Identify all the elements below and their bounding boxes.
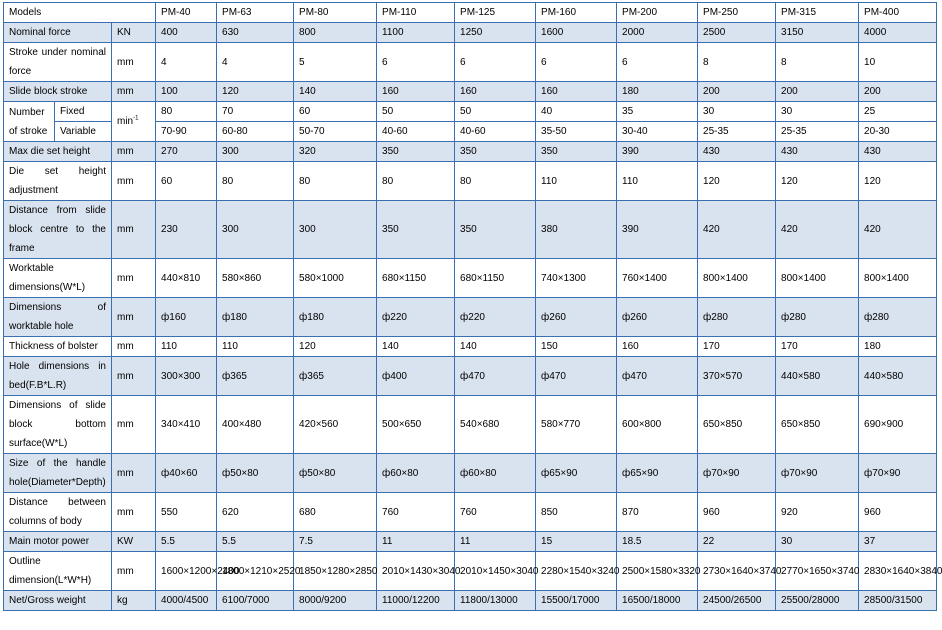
value-cell: ф50×80 <box>217 454 294 493</box>
header-label: Models <box>4 3 156 23</box>
model-header: PM-63 <box>217 3 294 23</box>
row-label: Distance from slide block centre to the frame <box>4 201 112 259</box>
value-cell: 35-50 <box>536 122 617 142</box>
value-cell: 160 <box>536 82 617 102</box>
value-cell: 630 <box>217 23 294 43</box>
value-cell: 160 <box>377 82 455 102</box>
row-max-die-height <box>4 142 937 162</box>
value-cell: 22 <box>698 532 776 552</box>
value-cell: ф60×80 <box>455 454 536 493</box>
value-cell: 800×1400 <box>859 259 937 298</box>
value-cell: 350 <box>536 142 617 162</box>
row-label: Die set height adjustment <box>4 162 112 201</box>
value-cell: 620 <box>217 493 294 532</box>
value-cell: 340×410 <box>156 396 217 454</box>
model-header: PM-400 <box>859 3 937 23</box>
value-cell: 30 <box>776 102 859 122</box>
value-cell: ф220 <box>455 298 536 337</box>
value-cell: 420 <box>698 201 776 259</box>
row-label: Slide block stroke <box>4 82 112 102</box>
value-cell: 180 <box>859 337 937 357</box>
value-cell: 850 <box>536 493 617 532</box>
value-cell: 25-35 <box>776 122 859 142</box>
value-cell: 25 <box>859 102 937 122</box>
row-motor-power <box>4 532 937 552</box>
press-specification-table <box>3 2 942 611</box>
value-cell: ф65×90 <box>617 454 698 493</box>
sub-label-fixed: Fixed <box>55 102 112 122</box>
value-cell: ф180 <box>217 298 294 337</box>
value-cell: ф280 <box>698 298 776 337</box>
value-cell: 690×900 <box>859 396 937 454</box>
value-cell: 8000/9200 <box>294 591 377 611</box>
value-cell: 740×1300 <box>536 259 617 298</box>
value-cell: 120 <box>698 162 776 201</box>
row-handle-hole <box>4 454 937 493</box>
value-cell: 11 <box>455 532 536 552</box>
unit-cell: mm <box>112 396 156 454</box>
value-cell: 5.5 <box>156 532 217 552</box>
value-cell: 160 <box>455 82 536 102</box>
value-cell: 760×1400 <box>617 259 698 298</box>
value-cell: 580×860 <box>217 259 294 298</box>
row-strokes-fixed <box>4 102 937 122</box>
value-cell: 40-60 <box>377 122 455 142</box>
value-cell: 650×850 <box>698 396 776 454</box>
value-cell: 2730×1640×3740 <box>698 552 776 591</box>
row-bed-hole <box>4 357 937 396</box>
unit-cell: mm <box>112 142 156 162</box>
value-cell: ф60×80 <box>377 454 455 493</box>
value-cell: 420 <box>776 201 859 259</box>
value-cell: 440×580 <box>859 357 937 396</box>
value-cell: 430 <box>776 142 859 162</box>
value-cell: ф470 <box>617 357 698 396</box>
row-slide-bottom <box>4 396 937 454</box>
row-column-distance <box>4 493 937 532</box>
value-cell: ф70×90 <box>859 454 937 493</box>
value-cell: 50 <box>377 102 455 122</box>
value-cell: 15 <box>536 532 617 552</box>
value-cell: 300 <box>294 201 377 259</box>
model-header: PM-40 <box>156 3 217 23</box>
row-label: Size of the handle hole(Diameter*Depth) <box>4 454 112 493</box>
value-cell: 11800/13000 <box>455 591 536 611</box>
value-cell: 580×770 <box>536 396 617 454</box>
value-cell: 24500/26500 <box>698 591 776 611</box>
value-cell: ф70×90 <box>698 454 776 493</box>
model-header: PM-200 <box>617 3 698 23</box>
value-cell: 760 <box>455 493 536 532</box>
value-cell: 200 <box>698 82 776 102</box>
value-cell: 390 <box>617 142 698 162</box>
value-cell: 370×570 <box>698 357 776 396</box>
value-cell: 80 <box>294 162 377 201</box>
value-cell: 11000/12200 <box>377 591 455 611</box>
model-header: PM-125 <box>455 3 536 23</box>
value-cell: 80 <box>455 162 536 201</box>
unit-cell: mm <box>112 454 156 493</box>
value-cell: 350 <box>377 201 455 259</box>
model-header: PM-110 <box>377 3 455 23</box>
value-cell: 35 <box>617 102 698 122</box>
value-cell: ф220 <box>377 298 455 337</box>
row-slide-stroke <box>4 82 937 102</box>
unit-cell: mm <box>112 201 156 259</box>
value-cell: 110 <box>217 337 294 357</box>
value-cell: 920 <box>776 493 859 532</box>
value-cell: 800 <box>294 23 377 43</box>
value-cell: 5.5 <box>217 532 294 552</box>
unit-cell: mm <box>112 337 156 357</box>
value-cell: 15500/17000 <box>536 591 617 611</box>
value-cell: 30 <box>698 102 776 122</box>
value-cell: 1600×1200×2400 <box>156 552 217 591</box>
value-cell: 200 <box>776 82 859 102</box>
value-cell: 110 <box>617 162 698 201</box>
value-cell: 350 <box>377 142 455 162</box>
value-cell: 50-70 <box>294 122 377 142</box>
unit-cell: mm <box>112 357 156 396</box>
value-cell: 170 <box>698 337 776 357</box>
value-cell: 150 <box>536 337 617 357</box>
unit-cell: KN <box>112 23 156 43</box>
value-cell: ф70×90 <box>776 454 859 493</box>
model-header: PM-80 <box>294 3 377 23</box>
row-label: Dimensions of worktable hole <box>4 298 112 337</box>
value-cell: 800×1400 <box>776 259 859 298</box>
value-cell: 1250 <box>455 23 536 43</box>
value-cell: 140 <box>377 337 455 357</box>
value-cell: 180 <box>617 82 698 102</box>
value-cell: 80 <box>377 162 455 201</box>
value-cell: 70 <box>217 102 294 122</box>
value-cell: 6100/7000 <box>217 591 294 611</box>
value-cell: ф400 <box>377 357 455 396</box>
row-label: Stroke under nominal force <box>4 43 112 82</box>
value-cell: 2500 <box>698 23 776 43</box>
value-cell: 4000 <box>859 23 937 43</box>
unit-cell: mm <box>112 43 156 82</box>
value-cell: 3150 <box>776 23 859 43</box>
value-cell: 40 <box>536 102 617 122</box>
value-cell: 11 <box>377 532 455 552</box>
value-cell: 650×850 <box>776 396 859 454</box>
row-label: Thickness of bolster <box>4 337 112 357</box>
value-cell: 760 <box>377 493 455 532</box>
value-cell: 60-80 <box>217 122 294 142</box>
value-cell: 60 <box>294 102 377 122</box>
row-worktable-dims <box>4 259 937 298</box>
value-cell: ф65×90 <box>536 454 617 493</box>
value-cell: 25-35 <box>698 122 776 142</box>
value-cell: 960 <box>698 493 776 532</box>
value-cell: 30-40 <box>617 122 698 142</box>
value-cell: ф160 <box>156 298 217 337</box>
value-cell: 40-60 <box>455 122 536 142</box>
value-cell: 6 <box>617 43 698 82</box>
value-cell: 2500×1580×3320 <box>617 552 698 591</box>
value-cell: 10 <box>859 43 937 82</box>
value-cell: 1800×1210×2520 <box>217 552 294 591</box>
value-cell: 2000 <box>617 23 698 43</box>
unit-cell: mm <box>112 552 156 591</box>
row-label: Dimensions of slide block bottom surface(W*L) <box>4 396 112 454</box>
value-cell: 18.5 <box>617 532 698 552</box>
value-cell: 6 <box>455 43 536 82</box>
value-cell: 120 <box>859 162 937 201</box>
unit-cell: kg <box>112 591 156 611</box>
value-cell: 2010×1430×3040 <box>377 552 455 591</box>
value-cell: 50 <box>455 102 536 122</box>
unit-exponent: -1 <box>133 115 139 122</box>
value-cell: ф470 <box>536 357 617 396</box>
row-slide-to-frame <box>4 201 937 259</box>
value-cell: 110 <box>536 162 617 201</box>
row-label: Distance between columns of body <box>4 493 112 532</box>
row-label: Worktable dimensions(W*L) <box>4 259 112 298</box>
value-cell: 350 <box>455 142 536 162</box>
value-cell: 1850×1280×2850 <box>294 552 377 591</box>
value-cell: 400 <box>156 23 217 43</box>
unit-base: min <box>117 116 134 127</box>
row-label: Outline dimension(L*W*H) <box>4 552 112 591</box>
row-label: Main motor power <box>4 532 112 552</box>
unit-cell: KW <box>112 532 156 552</box>
value-cell: 8 <box>698 43 776 82</box>
value-cell: 140 <box>455 337 536 357</box>
value-cell: 430 <box>859 142 937 162</box>
value-cell: ф50×80 <box>294 454 377 493</box>
value-cell: 7.5 <box>294 532 377 552</box>
value-cell: 550 <box>156 493 217 532</box>
value-cell: 1600 <box>536 23 617 43</box>
value-cell: 300 <box>217 142 294 162</box>
value-cell: 430 <box>698 142 776 162</box>
value-cell: 680×1150 <box>377 259 455 298</box>
value-cell: ф180 <box>294 298 377 337</box>
row-label: Max die set height <box>4 142 112 162</box>
value-cell: 390 <box>617 201 698 259</box>
value-cell: 16500/18000 <box>617 591 698 611</box>
row-label: Number of stroke <box>4 102 55 142</box>
value-cell: 120 <box>217 82 294 102</box>
value-cell: 80 <box>217 162 294 201</box>
value-cell: 320 <box>294 142 377 162</box>
model-header: PM-250 <box>698 3 776 23</box>
value-cell: ф260 <box>536 298 617 337</box>
value-cell: 440×810 <box>156 259 217 298</box>
value-cell: 6 <box>536 43 617 82</box>
value-cell: 420×560 <box>294 396 377 454</box>
value-cell: 25500/28000 <box>776 591 859 611</box>
value-cell: ф365 <box>217 357 294 396</box>
value-cell: 20-30 <box>859 122 937 142</box>
row-bolster-thickness <box>4 337 937 357</box>
value-cell: 2280×1540×3240 <box>536 552 617 591</box>
value-cell: 800×1400 <box>698 259 776 298</box>
value-cell: 1100 <box>377 23 455 43</box>
value-cell: ф280 <box>859 298 937 337</box>
value-cell: 140 <box>294 82 377 102</box>
value-cell: 420 <box>859 201 937 259</box>
row-nominal-force <box>4 23 937 43</box>
value-cell: 120 <box>294 337 377 357</box>
value-cell: 400×480 <box>217 396 294 454</box>
value-cell: 80 <box>156 102 217 122</box>
row-label: Hole dimensions in bed(F.B*L.R) <box>4 357 112 396</box>
row-label: Net/Gross weight <box>4 591 112 611</box>
value-cell: 270 <box>156 142 217 162</box>
value-cell: 37 <box>859 532 937 552</box>
value-cell: 300 <box>217 201 294 259</box>
row-label: Nominal force <box>4 23 112 43</box>
value-cell: 2770×1650×3740 <box>776 552 859 591</box>
unit-cell: mm <box>112 259 156 298</box>
value-cell: 4000/4500 <box>156 591 217 611</box>
value-cell: 60 <box>156 162 217 201</box>
value-cell: 8 <box>776 43 859 82</box>
model-header: PM-160 <box>536 3 617 23</box>
value-cell: 110 <box>156 337 217 357</box>
value-cell: 170 <box>776 337 859 357</box>
row-stroke-nominal <box>4 43 937 82</box>
value-cell: 960 <box>859 493 937 532</box>
value-cell: 2010×1450×3040 <box>455 552 536 591</box>
value-cell: 380 <box>536 201 617 259</box>
value-cell: 580×1000 <box>294 259 377 298</box>
value-cell: 680 <box>294 493 377 532</box>
unit-cell <box>112 102 156 142</box>
value-cell: 120 <box>776 162 859 201</box>
value-cell: 200 <box>859 82 937 102</box>
unit-cell: mm <box>112 493 156 532</box>
row-header <box>4 3 937 23</box>
value-cell: 6 <box>377 43 455 82</box>
value-cell: 600×800 <box>617 396 698 454</box>
unit-cell: mm <box>112 298 156 337</box>
value-cell: 28500/31500 <box>859 591 937 611</box>
row-outline-dims <box>4 552 937 591</box>
value-cell: 70-90 <box>156 122 217 142</box>
value-cell: ф260 <box>617 298 698 337</box>
unit-cell: mm <box>112 162 156 201</box>
value-cell: 300×300 <box>156 357 217 396</box>
row-weight <box>4 591 937 611</box>
value-cell: ф40×60 <box>156 454 217 493</box>
row-worktable-hole <box>4 298 937 337</box>
sub-label-variable: Variable <box>55 122 112 142</box>
value-cell: 2830×1640×3840 <box>859 552 937 591</box>
value-cell: 4 <box>156 43 217 82</box>
value-cell: 230 <box>156 201 217 259</box>
row-die-height-adj <box>4 162 937 201</box>
value-cell: 540×680 <box>455 396 536 454</box>
value-cell: 500×650 <box>377 396 455 454</box>
value-cell: 5 <box>294 43 377 82</box>
value-cell: 680×1150 <box>455 259 536 298</box>
unit-cell: mm <box>112 82 156 102</box>
value-cell: ф365 <box>294 357 377 396</box>
value-cell: 30 <box>776 532 859 552</box>
value-cell: ф470 <box>455 357 536 396</box>
value-cell: 100 <box>156 82 217 102</box>
value-cell: ф280 <box>776 298 859 337</box>
value-cell: 4 <box>217 43 294 82</box>
value-cell: 440×580 <box>776 357 859 396</box>
value-cell: 350 <box>455 201 536 259</box>
value-cell: 160 <box>617 337 698 357</box>
value-cell: 870 <box>617 493 698 532</box>
model-header: PM-315 <box>776 3 859 23</box>
